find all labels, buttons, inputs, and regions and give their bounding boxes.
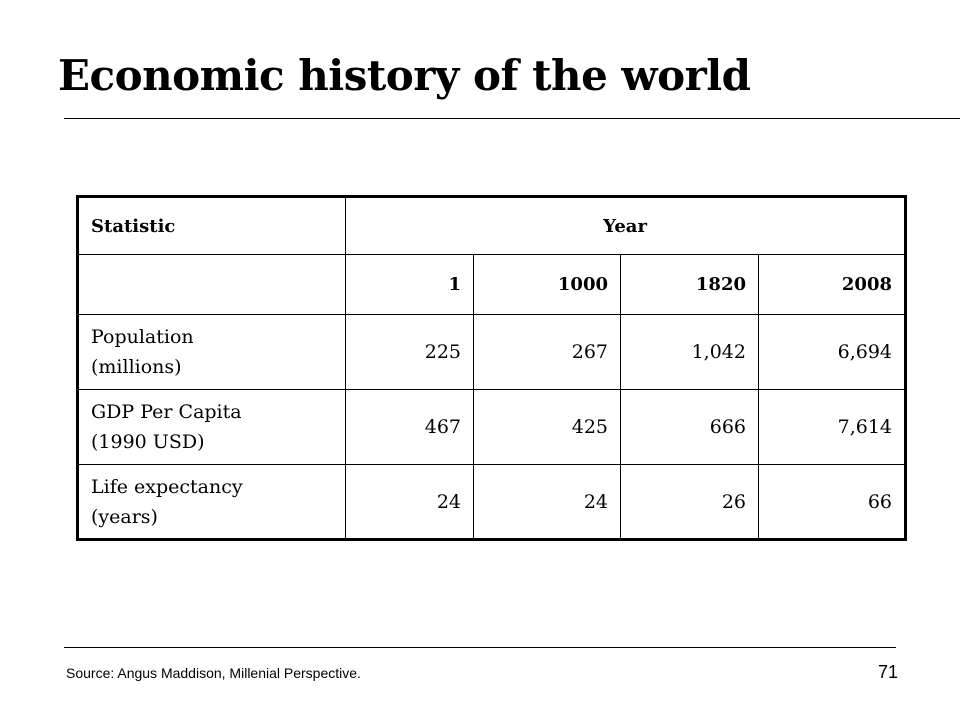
value-cell: 66 xyxy=(759,465,906,540)
year-cell: 2008 xyxy=(759,255,906,315)
year-row-empty-cell xyxy=(78,255,346,315)
value-cell: 26 xyxy=(621,465,759,540)
row-label-line1: GDP Per Capita xyxy=(91,401,242,423)
source-note: Source: Angus Maddison, Millenial Perspective. xyxy=(66,665,361,681)
row-label-line2: (1990 USD) xyxy=(91,431,205,453)
row-label-line2: (years) xyxy=(91,505,158,528)
year-cell: 1820 xyxy=(621,255,759,315)
year-cell: 1 xyxy=(346,255,474,315)
value-cell: 467 xyxy=(346,390,474,465)
value-cell: 1,042 xyxy=(621,315,759,390)
row-label-line1: Life expectancy xyxy=(91,475,243,498)
row-label xyxy=(78,315,346,390)
year-row xyxy=(78,255,906,315)
table-row-population xyxy=(78,315,906,390)
footer-divider xyxy=(64,647,896,648)
value-cell: 7,614 xyxy=(759,390,906,465)
value-cell: 6,694 xyxy=(759,315,906,390)
row-label xyxy=(78,465,346,540)
row-label xyxy=(78,390,346,465)
slide-title: Economic history of the world xyxy=(58,51,751,100)
value-cell: 225 xyxy=(346,315,474,390)
table-row-life-expectancy xyxy=(78,465,906,540)
header-statistic: Statistic xyxy=(78,197,346,255)
row-label-line2: (millions) xyxy=(91,356,182,378)
value-cell: 425 xyxy=(474,390,621,465)
page-number: 71 xyxy=(877,662,898,682)
value-cell: 267 xyxy=(474,315,621,390)
value-cell: 24 xyxy=(346,465,474,540)
year-cell: 1000 xyxy=(474,255,621,315)
value-cell: 666 xyxy=(621,390,759,465)
table-row-gdp-per-capita xyxy=(78,390,906,465)
value-cell: 24 xyxy=(474,465,621,540)
title-divider xyxy=(64,118,960,119)
statistics-table xyxy=(76,195,907,541)
row-label-line1: Population xyxy=(91,326,194,348)
header-year: Year xyxy=(346,197,906,255)
table-header-row xyxy=(78,197,906,255)
